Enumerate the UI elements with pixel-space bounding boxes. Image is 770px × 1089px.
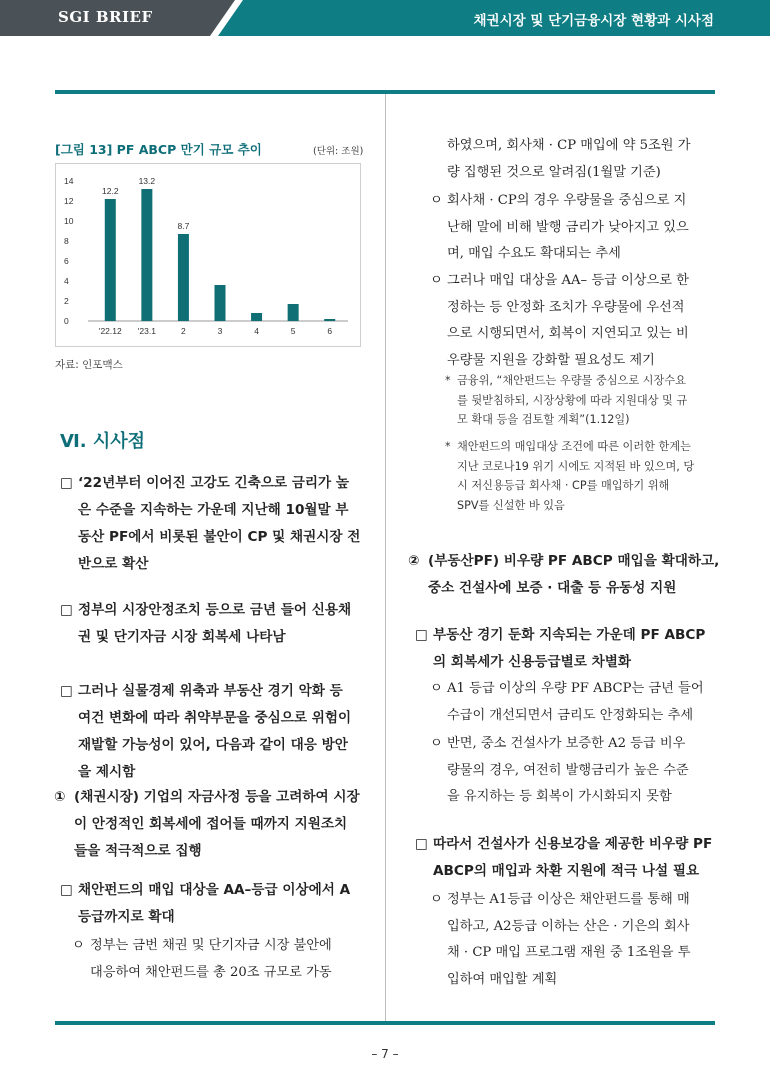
text-line: 대응하여 채안펀드를 총 20조 규모로 가동 [90, 964, 332, 980]
text-line: 을 유지하는 등 회복이 가시화되지 못함 [447, 789, 672, 804]
y-tick-label: 12 [64, 196, 74, 206]
text-line: 정부는 금번 채권 및 단기자금 시장 불안에 [90, 938, 332, 953]
text-line: 을 제시함 [78, 764, 136, 780]
x-tick-label: 4 [254, 326, 259, 336]
data-label: 13.2 [138, 176, 156, 186]
text-line: 우량물 지원을 강화할 필요성도 제기 [447, 352, 655, 368]
y-tick-label: 6 [64, 256, 69, 266]
text-line: 난해 말에 비해 발행 금리가 낮아지고 있으 [447, 219, 689, 235]
text-line: 그러나 실물경제 위축과 부동산 경기 악화 등 [78, 683, 343, 699]
text-line: 채 · CP 매입 프로그램 재원 중 1조원을 투 [447, 945, 691, 960]
header-brand: SGI BRIEF [58, 8, 153, 26]
right-para-9 [430, 887, 718, 993]
text-line: 정부의 시장안정조치 등으로 금년 들어 신용채 [78, 602, 352, 618]
y-tick-label: 8 [64, 236, 69, 246]
text-line: ABCP의 매입과 차환 지원에 적극 나설 필요 [433, 863, 700, 879]
bar [288, 304, 299, 321]
text-line: (채권시장) 기업의 자금사정 등을 고려하여 시장 [74, 789, 360, 805]
text-line: 량물의 경우, 여전히 발행금리가 높은 수준 [447, 762, 689, 778]
text-line: 금융위, “채안펀드는 우량물 중심으로 시장수요 [457, 374, 686, 387]
y-tick-label: 4 [64, 276, 69, 286]
text-line: 들을 적극적으로 집행 [74, 843, 202, 859]
right-para-4 [408, 548, 720, 602]
text-line: 입하고, A2등급 이하는 산은 · 기은의 회사 [447, 918, 690, 934]
square-bullet: □ [415, 836, 428, 852]
square-bullet: □ [60, 683, 73, 699]
right-note-2 [445, 437, 717, 515]
text-line: 은 수준을 지속하는 가운데 지난해 10월말 부 [78, 502, 349, 518]
bar [251, 313, 262, 321]
circle-bullet: ㅇ [430, 681, 443, 696]
bottom-rule [55, 1021, 715, 1025]
text-line: 정하는 등 안정화 조치가 우량물에 우선적 [447, 299, 685, 315]
text-line: 등급까지로 확대 [78, 909, 175, 925]
right-para-7 [430, 731, 718, 811]
text-line: 의 회복세가 신용등급별로 차별화 [433, 654, 632, 670]
page-number: – 7 – [371, 1047, 399, 1061]
x-tick-label: '22.12 [98, 326, 122, 336]
text-line: 으로 시행되면서, 회복이 지연되고 있는 비 [447, 326, 689, 341]
chart-container [55, 163, 361, 347]
text-line: 모 확대 등을 검토할 계획”(1.12일) [457, 413, 630, 426]
text-line: 량 집행된 것으로 알려짐(1월말 기준) [447, 164, 661, 180]
square-bullet: □ [415, 627, 428, 643]
text-line: 반으로 확산 [78, 556, 149, 572]
x-tick-label: 3 [217, 326, 223, 336]
section-title: Ⅵ. 시사점 [60, 431, 146, 452]
bar [141, 189, 152, 321]
text-line: 며, 매입 수요도 확대되는 추세 [447, 246, 621, 261]
figure-source: 자료: 인포맥스 [55, 359, 123, 371]
text-line: SPV를 신설한 바 있음 [457, 498, 565, 512]
right-para-3 [430, 268, 718, 374]
asterisk-mark: * [445, 440, 451, 453]
circled-number: ② [408, 553, 420, 569]
right-para-1 [447, 133, 717, 186]
square-bullet: □ [60, 882, 73, 898]
data-label: 12.2 [102, 186, 119, 196]
text-line: (부동산PF) 비우량 PF ABCP 매입을 확대하고, [428, 553, 720, 569]
square-bullet: □ [60, 602, 73, 618]
circle-bullet: ㅇ [430, 892, 443, 907]
header-title: 채권시장 및 단기금융시장 현황과 시사점 [473, 13, 714, 29]
bar [178, 234, 189, 321]
text-line: 따라서 건설사가 신용보강을 제공한 비우량 PF [433, 836, 713, 852]
left-para-4 [54, 784, 370, 865]
text-line: 채안펀드의 매입대상 조건에 따른 이러한 한계는 [457, 440, 691, 453]
text-line: 수급이 개선되면서 금리도 안정화되는 추세 [447, 707, 694, 723]
text-line: 정부는 A1등급 이상은 채안펀드를 통해 매 [447, 892, 690, 907]
pf-abcp-chart [56, 164, 360, 346]
right-para-8 [415, 831, 720, 885]
text-line: 채안펀드의 매입 대상을 AA–등급 이상에서 A [78, 882, 351, 898]
text-line: 부동산 경기 둔화 지속되는 가운데 PF ABCP [433, 627, 706, 643]
circle-bullet: ㅇ [430, 736, 443, 751]
y-tick-label: 0 [64, 316, 69, 326]
right-para-2 [430, 188, 718, 268]
text-line: 중소 건설사에 보증 · 대출 등 유동성 지원 [428, 580, 677, 596]
left-para-3 [60, 678, 370, 786]
x-tick-label: 2 [181, 326, 186, 336]
text-line: 회사채 · CP의 경우 우량물을 중심으로 지 [447, 193, 687, 208]
y-tick-label: 14 [64, 176, 74, 186]
text-line: 시 저신용등급 회사채 · CP를 매입하기 위해 [457, 479, 670, 492]
bar [105, 199, 116, 321]
left-para-5 [60, 877, 370, 931]
left-para-6 [72, 933, 370, 986]
right-para-5 [415, 622, 720, 676]
page-header [0, 0, 770, 36]
figure-unit: (단위: 조원) [313, 146, 364, 157]
text-line: 하였으며, 회사채 · CP 매입에 약 5조원 가 [447, 138, 691, 153]
circled-number: ① [54, 789, 66, 805]
circle-bullet: ㅇ [430, 273, 443, 288]
text-line: 그러나 매입 대상을 AA– 등급 이상으로 한 [447, 273, 689, 288]
text-line: 동산 PF에서 비롯된 불안이 CP 및 채권시장 전 [78, 529, 361, 545]
text-line: 입하여 매입할 계획 [447, 971, 558, 987]
left-para-1 [60, 470, 370, 578]
y-tick-label: 2 [64, 296, 69, 306]
text-line: 권 및 단기자금 시장 회복세 나타남 [78, 629, 286, 645]
x-tick-label: '23.1 [137, 326, 156, 336]
bar [215, 285, 226, 321]
text-line: 재발할 가능성이 있어, 다음과 같이 대응 방안 [78, 737, 348, 753]
text-line: ‘22년부터 이어진 고강도 긴축으로 금리가 높 [78, 475, 349, 491]
right-para-6 [430, 676, 718, 729]
circle-bullet: ㅇ [72, 938, 85, 953]
text-line: 여건 변화에 따라 취약부문을 중심으로 위험이 [78, 710, 352, 726]
text-line: A1 등급 이상의 우량 PF ABCP는 금년 들어 [447, 681, 704, 696]
asterisk-mark: * [445, 374, 451, 387]
x-tick-label: 5 [290, 326, 296, 336]
text-line: 반면, 중소 건설사가 보증한 A2 등급 비우 [447, 736, 686, 751]
text-line: 지난 코로나19 위기 시에도 지적된 바 있으며, 당 [457, 459, 695, 473]
y-tick-label: 10 [64, 216, 74, 226]
column-divider [385, 94, 386, 1021]
bar [324, 319, 335, 321]
right-note-1 [445, 371, 717, 430]
circle-bullet: ㅇ [430, 193, 443, 208]
data-label: 8.7 [177, 221, 190, 231]
square-bullet: □ [60, 475, 73, 491]
left-para-2 [60, 597, 370, 651]
figure-caption: [그림 13] PF ABCP 만기 규모 추이 [55, 142, 262, 157]
text-line: 를 뒷받침하되, 시장상황에 따라 지원대상 및 규 [457, 393, 688, 407]
text-line: 이 안정적인 회복세에 접어들 때까지 지원조치 [74, 816, 348, 832]
x-tick-label: 6 [327, 326, 333, 336]
